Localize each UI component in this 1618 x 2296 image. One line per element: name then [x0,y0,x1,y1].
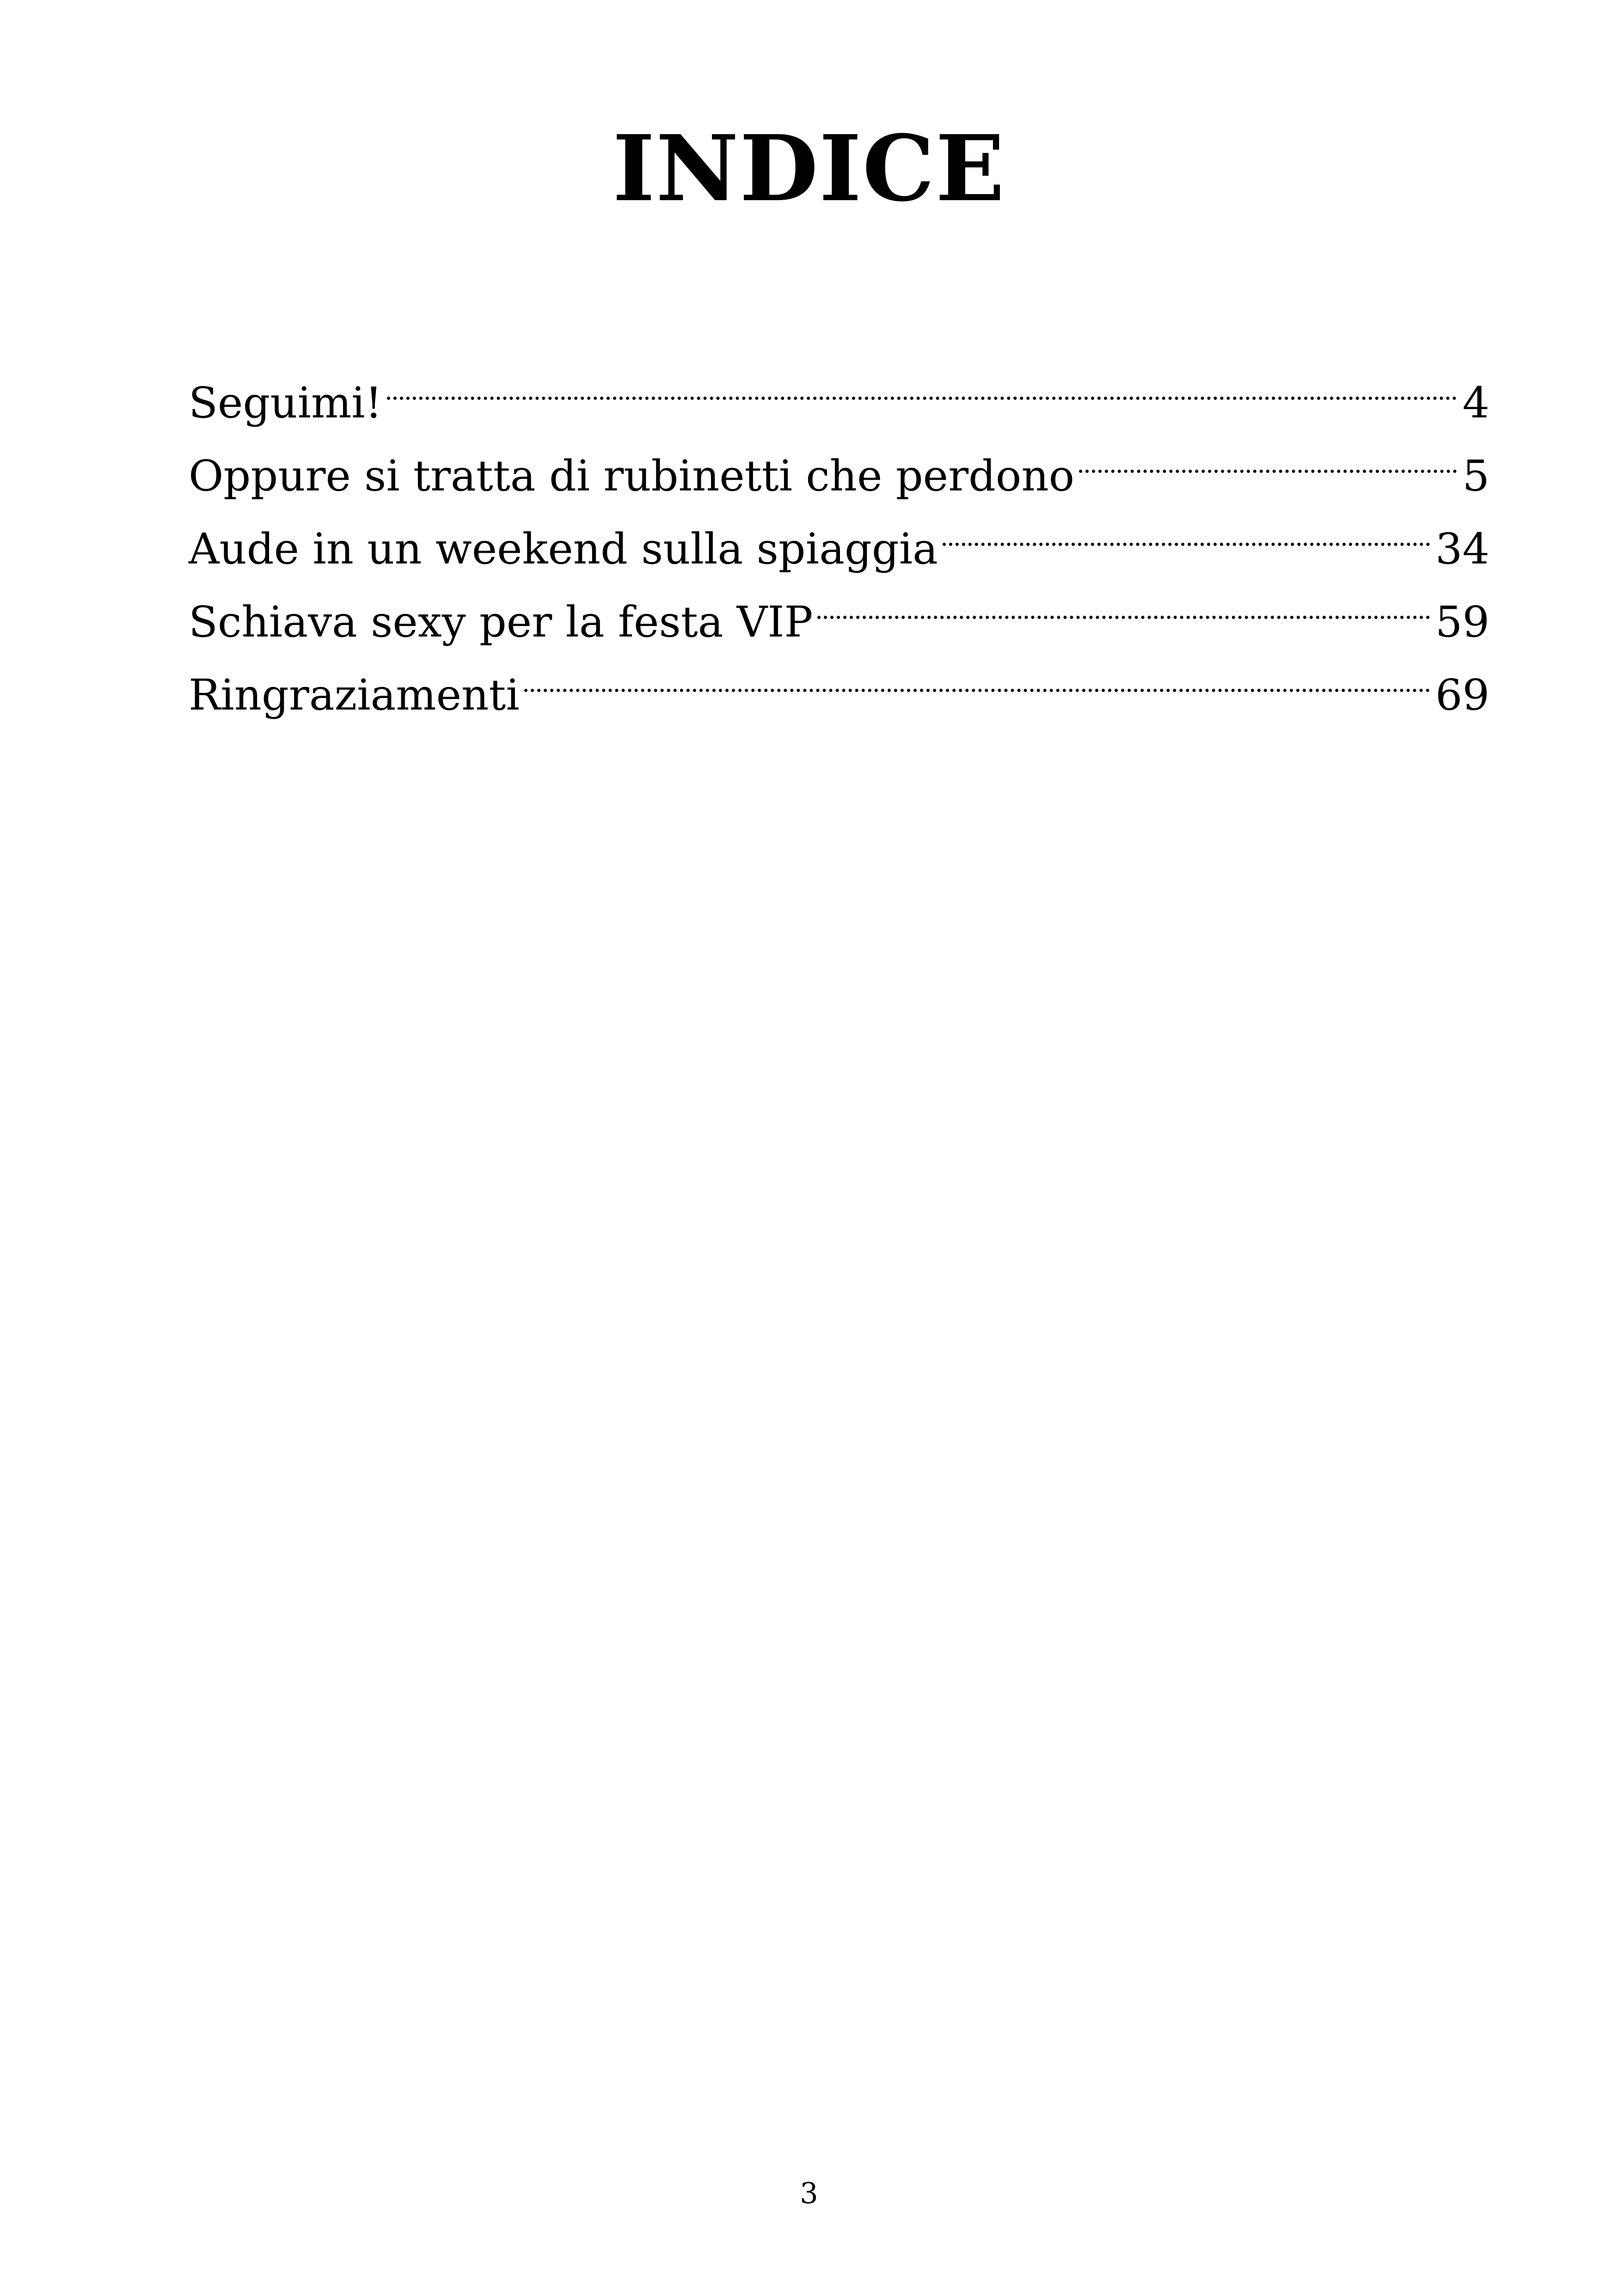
toc-entry-label: Ringraziamenti [189,670,520,720]
page-title: INDICE [613,116,1005,222]
toc-entry-seguimi[interactable] [189,344,1489,428]
toc-entry-page-number: 59 [1435,597,1489,647]
dot-leader [943,490,1430,563]
toc-entry-label: Seguimi! [189,378,382,428]
dot-leader [1079,417,1457,490]
toc-entry-page-number: 34 [1435,524,1489,574]
toc-entry-label: Aude in un weekend sulla spiaggia [189,524,938,574]
toc-entry-page-number: 4 [1462,378,1489,428]
dot-leader [524,637,1430,710]
toc-entry-label: Schiava sexy per la festa VIP [189,597,813,647]
dot-leader [387,344,1457,417]
toc-entry-page-number: 5 [1462,451,1489,501]
table-of-contents [189,344,1489,720]
page-footer-number: 3 [800,2176,818,2210]
toc-entry-label: Oppure si tratta di rubinetti che perdono [189,451,1074,501]
toc-entry-page-number: 69 [1435,670,1489,720]
dot-leader [817,563,1429,637]
